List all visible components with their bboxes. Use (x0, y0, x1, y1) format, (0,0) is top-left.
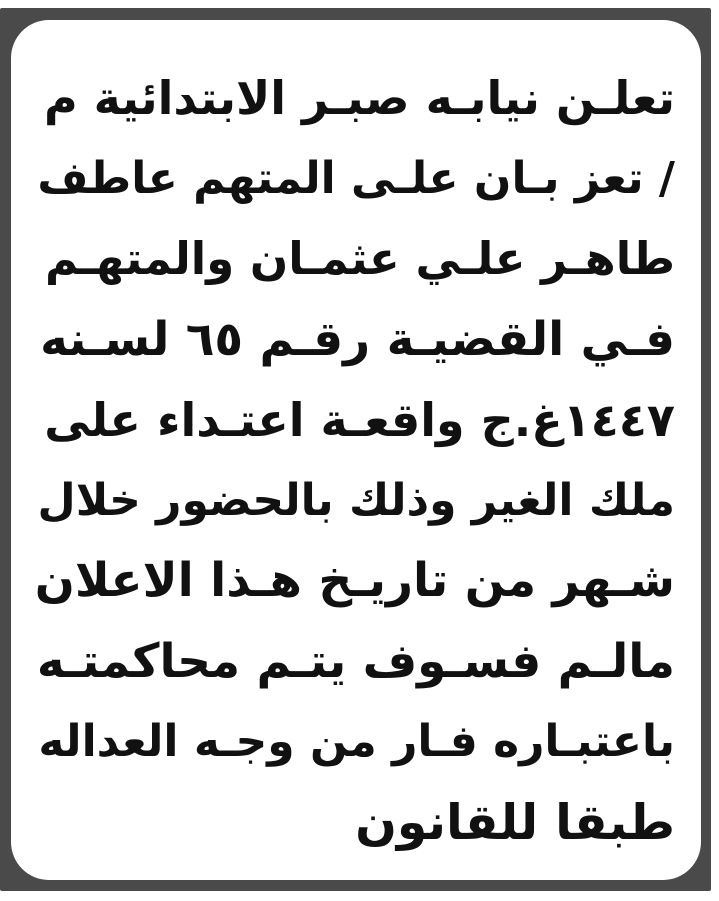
notice-line-4: فـي القضيـة رقـم ٦٥ لسـنه (40, 311, 675, 367)
notice-line-10: طبقا للقانون (355, 793, 675, 851)
notice-line-3: طاهـر علـي عثمـان والمتهـم (44, 232, 675, 285)
notice-line-9: باعتبـاره فـار من وجـه العداله (38, 716, 675, 767)
notice-line-5: ١٤٤٧غ.ج واقعـة اعتـداء على (44, 393, 675, 447)
notice-text (35, 58, 675, 863)
notice-line-8: مالـم فسـوف يتـم محاكمتـه (36, 633, 675, 689)
notice-line-2: / تعز بـان علـى المتهم عاطف (37, 152, 675, 204)
notice-line-1: تعلـن نيابـه صبـر الابتدائية م (43, 71, 675, 125)
notice-line-6: ملك الغير وذلك بالحضور خلال (37, 474, 675, 526)
notice-line-7: شـهر من تاريـخ هـذا الاعلان (34, 553, 675, 608)
